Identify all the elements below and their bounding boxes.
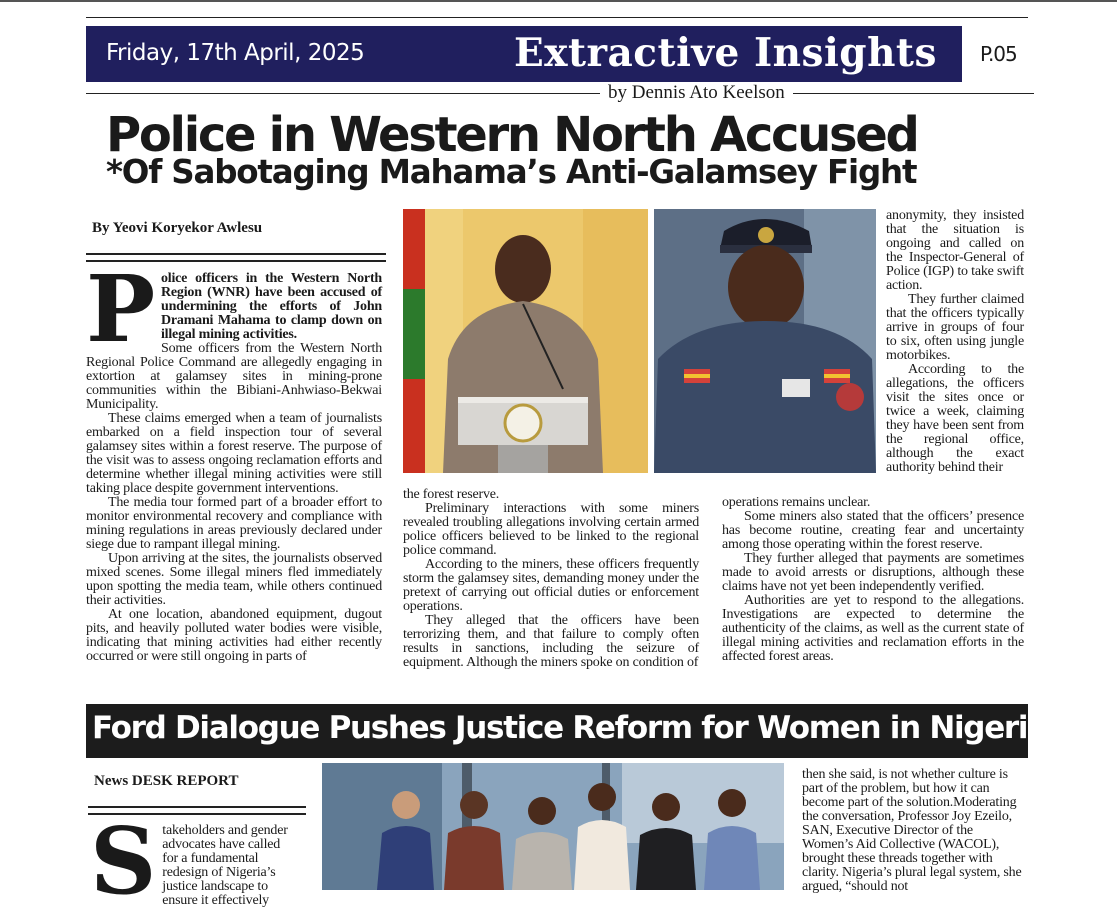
paragraph: They further alleged that payments are sometimes made to avoid arrests or disruptions, although these claims have not yet been independently verified. — [722, 551, 1024, 594]
photo-ford-dialogue-group — [322, 763, 784, 890]
photo-mahama-podium — [403, 209, 648, 473]
paragraph: At one location, abandoned equipment, dugout pits, and heavily polluted water bodies were visible, indicating that mining activities had either recently occurred or were still ongoing in parts of — [86, 607, 382, 664]
paragraph: Some officers from the Western North Regional Police Command are allegedly engaging in extortion at galamsey sites in mining-prone communities within the Bibiani-Anhwiaso-Bekwai Municipality. — [86, 341, 382, 412]
page-number: P.05 — [980, 42, 1017, 66]
article2-author: News DESK REPORT — [94, 773, 239, 789]
paragraph: Authorities are yet to respond to the allegations. Investigations are expected to determine the authenticity of the claims, as well as the current state of illegal mining activities and reclamation efforts in the affected forest areas. — [722, 593, 1024, 664]
top-border — [0, 0, 1117, 2]
article1-column-3-bottom — [722, 496, 1024, 664]
paragraph: According to the miners, these officers frequently storm the galamsey sites, demanding money under the pretext of carrying out official duties or enforcement operations. — [403, 557, 699, 614]
paragraph: They alleged that the officers have been terrorizing them, and that failure to comply often results in sanctions, including the seizure of equipment. Although the miners spoke on condition of — [403, 613, 699, 670]
article1-column-3-top — [886, 209, 1024, 475]
paragraph: operations remains unclear. — [722, 495, 871, 510]
dropcap: P — [86, 255, 155, 363]
paragraph: These claims emerged when a team of journalists embarked on a field inspection tour of several galamsey sites within a forest reserve. The purpose of the visit was to assess ongoing reclamation efforts and determine whether illegal mining activities were still taking place despite government interventions. — [86, 411, 382, 496]
paragraph: They further claimed that the officers typically arrive in groups of four to six, often using jungle motorbikes. — [886, 292, 1024, 363]
article2-column-1 — [90, 807, 298, 915]
issue-date: Friday, 17th April, 2025 — [106, 40, 365, 66]
article-subheadline: *Of Sabotaging Mahama’s Anti-Galamsey Fight — [106, 153, 917, 191]
paragraph: takeholders and gender advocates have called for a fundamental redesign of Nigeria’s justice landscape to ensure it effectively — [162, 823, 288, 908]
section-byline: by Dennis Ato Keelson — [600, 82, 793, 104]
article2-headline: Ford Dialogue Pushes Justice Reform for Women in Nigeria — [92, 710, 1047, 746]
lead-paragraph: olice officers in the Western North Region (WNR) have been accused of undermining the efforts of John Dramani Mahama to clamp down on illegal mining activities. — [160, 271, 382, 342]
article1-column-1 — [86, 255, 382, 664]
photo-police-officer — [654, 209, 876, 473]
byline-rule — [86, 93, 1034, 94]
article2-column-3 — [802, 768, 1024, 894]
paragraph: According to the allegations, the officers visit the sites once or twice a week, claiming they have been sent from the regional office, although the exact authority behind their — [886, 362, 1024, 475]
article-headline: Police in Western North Accused — [106, 107, 918, 163]
paragraph: then she said, is not whether culture is part of the problem, but how it can become part of the solution.Moderating the conversation, Professor Joy Ezeilo, SAN, Executive Director of the Women’s Aid Collective (WACOL), brought these threads together with clarity. Nigeria’s plural legal system, she argued, “should not — [802, 767, 1022, 894]
paragraph: The media tour formed part of a broader effort to monitor environmental recovery and compliance with mining regulations in areas previously declared under siege due to rampant illegal mining. — [86, 495, 382, 552]
dropcap-s: S — [90, 807, 157, 915]
paragraph: Preliminary interactions with some miners revealed troubling allegations involving certain armed police officers believed to be linked to the regional police command. — [403, 501, 699, 558]
article1-column-2 — [403, 488, 699, 670]
paragraph: anonymity, they insisted that the situation is ongoing and called on the Inspector-General of Police (IGP) to take swift action. — [886, 208, 1024, 293]
paragraph: Upon arriving at the sites, the journalists observed mixed scenes. Some illegal miners fled immediately upon spotting the media team, while others continued their activities. — [86, 551, 382, 608]
header-rule-top — [86, 17, 1028, 18]
article-author: By Yeovi Koryekor Awlesu — [92, 220, 263, 236]
paragraph: the forest reserve. — [403, 487, 500, 502]
masthead-title: Extractive Insights — [514, 30, 937, 76]
paragraph: Some miners also stated that the officers’ presence has become routine, creating fear and uncertainty among those operating within the forest reserve. — [722, 509, 1024, 552]
